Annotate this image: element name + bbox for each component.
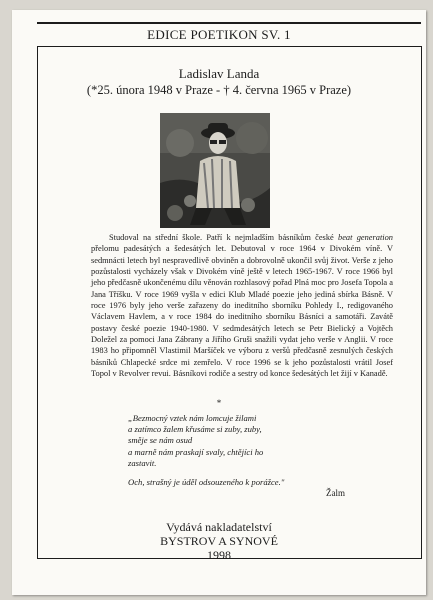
- series-title: EDICE POETIKON SV. 1: [147, 27, 291, 42]
- poem-line: a marně nám praskají svaly, chtějíci ho: [128, 446, 264, 457]
- publication-year: 1998: [207, 548, 231, 562]
- poem-line: zastavit.: [128, 457, 157, 468]
- publisher-block: [12, 520, 426, 562]
- author-name: Ladislav Landa: [178, 66, 260, 81]
- author-dates: (*25. února 1948 v Praze - † 4. června 1965 v Praze): [86, 83, 352, 97]
- poem-source: Žalm: [326, 488, 345, 498]
- biography-italic: beat generation: [338, 233, 393, 242]
- biography-part-1: Studoval na střední škole. Patří k nejmladším básníkům české: [109, 233, 334, 242]
- poem-stanza-gap: [128, 469, 348, 477]
- publisher-intro: Vydává nakladatelství: [166, 520, 272, 534]
- poem-quote: [128, 413, 348, 488]
- publisher-name: BYSTROV A SYNOVÉ: [160, 534, 278, 548]
- poem-line: Och, strašný je úděl odsouzeného k porážce.": [128, 477, 285, 488]
- poem-line: a zatímco žalem křusáme si zuby, zuby,: [128, 424, 262, 435]
- poem-line: směje se nám osud: [128, 435, 193, 446]
- separator-asterisk: *: [216, 398, 222, 408]
- poem-line: „Bezmocný vztek nám lomcuje žilami: [128, 413, 257, 423]
- author-portrait-photo: [160, 113, 270, 228]
- top-rule: [37, 22, 421, 24]
- biography-text: [91, 232, 393, 379]
- biography-part-2: přelomu padesátých a šedesátých let. Debutoval v roce 1964 v Divokém víně. V sedmnácti letech byl nespravedlivě obviněn a dobrovolně ukončil svůj život. Verše z jeho pozůstalosti vycházely však v Divokém víně ještě v letech 1965-1967. V roce 1966 byl jeho předčasně ukončenému dílu věnován rozhlasový pořad Plná moc pro Josefa Topola a Jana Tříšku. V roce 1969 vyšla v edici Klub Mladé poezie jeho jediná sbírka Básně. V roce 1976 byly jeho verše zařazeny do ineditního sborníku Pohledy I., redigovaného Václavem Havlem, a v roce 1984 do ineditního sborníku Básníci a samotáři. Zavátě postavy české poezie 1940-1980. V sedmdesátých letech se Petr Bielický a Vojtěch Doležel za pomoci Jana Zábrany a Jiřího Gruši snažili vydat jeho verše v Anglii. V roce 1983 ho připomněl Vlastimil Maršíček ve výboru z veršů předčasně zesnulých českých básníků Chlapecké srdce mi zemřelo. V roce 1996 se k jeho pozůstalosti vrátil Josef Topol v Revolver revui. Básníkovi rodiče a sestry od konce šedesátých let žijí v Kanadě.: [91, 244, 393, 379]
- book-back-cover: [12, 10, 426, 595]
